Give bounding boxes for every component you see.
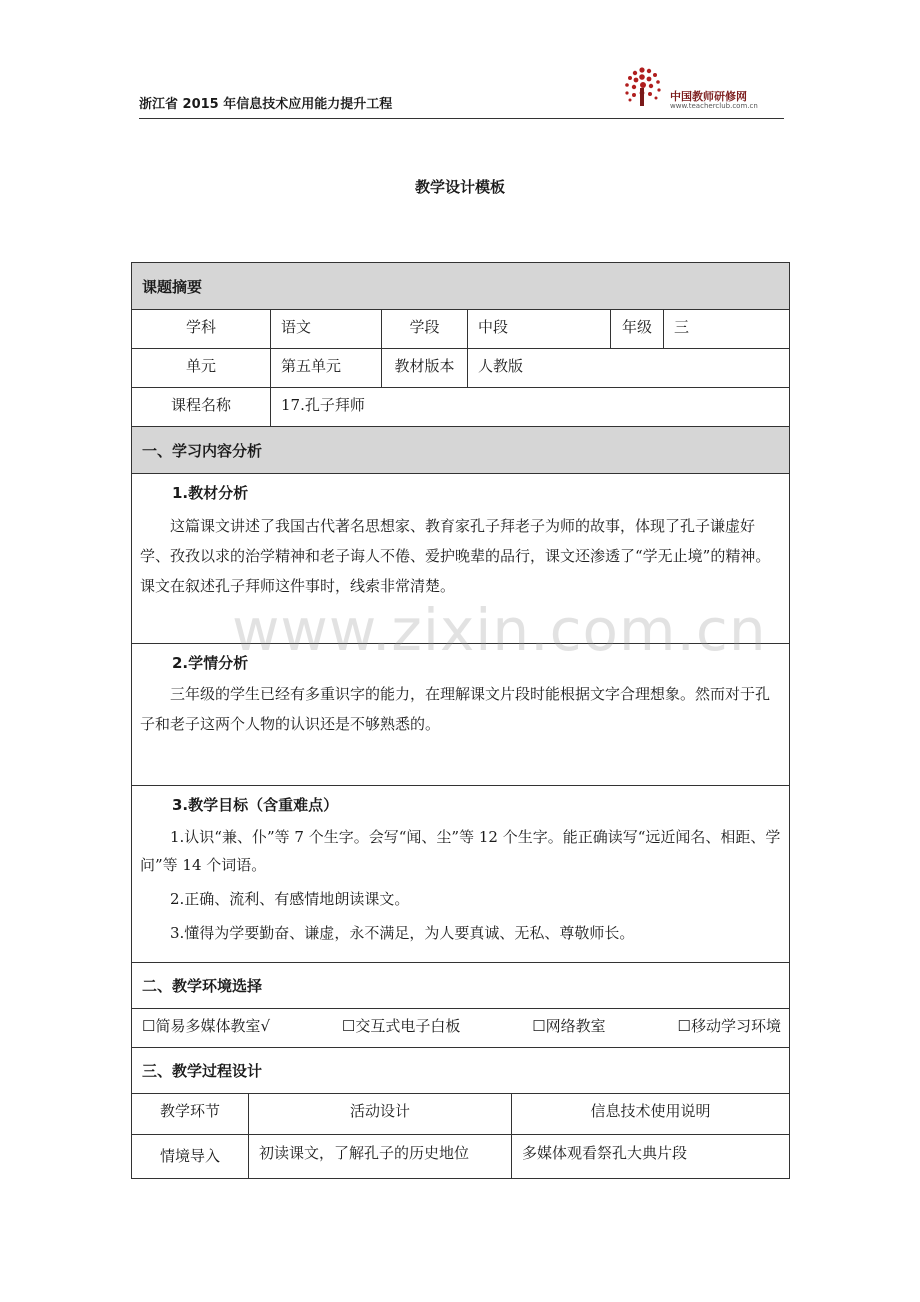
environment-option-mobile[interactable]: ☐移动学习环境 — [677, 1017, 781, 1035]
logo-dots-icon — [622, 66, 668, 108]
page-header — [139, 60, 784, 119]
process-column-stage: 教学环节 — [132, 1094, 249, 1135]
watermark: www.zixin.com.cn — [232, 596, 767, 664]
unit-value: 第五单元 — [271, 349, 382, 388]
table-row — [132, 1135, 790, 1179]
material-analysis-text: 这篇课文讲述了我国古代著名思想家、教育家孔子拜老子为师的故事，体现了孔子谦虚好学、孜孜以求的治学精神和老子诲人不倦、爱护晚辈的品行，课文还渗透了“学无止境”的精神。课文在叙述孔子拜师这件事时，线索非常清楚。 — [140, 517, 771, 595]
process-stage-cell: 情境导入 — [132, 1135, 249, 1179]
process-activity-cell: 初读课文，了解孔子的历史地位 — [249, 1135, 512, 1179]
process-heading: 三、教学过程设计 — [132, 1048, 790, 1094]
teaching-goals-title: 3.教学目标（含重难点） — [172, 796, 339, 814]
stage-value: 中段 — [468, 310, 611, 349]
grade-label: 年级 — [611, 310, 664, 349]
environment-option-whiteboard[interactable]: ☐交互式电子白板 — [341, 1017, 461, 1035]
environment-options — [132, 1009, 790, 1048]
learner-analysis-text: 三年级的学生已经有多重识字的能力，在理解课文片段时能根据文字合理想象。然而对于孔子和老子这两个人物的认识还是不够熟悉的。 — [140, 685, 771, 733]
process-column-it-notes: 信息技术使用说明 — [512, 1094, 790, 1135]
goal-item: 2.正确、流利、有感情地朗读课文。 — [170, 890, 410, 908]
subject-value: 语文 — [271, 310, 382, 349]
logo-name: 中国教师研修网 — [670, 90, 747, 103]
learner-analysis-title: 2.学情分析 — [172, 654, 249, 672]
lesson-plan-table — [131, 262, 790, 1094]
edition-label: 教材版本 — [382, 349, 468, 388]
summary-heading: 课题摘要 — [132, 263, 790, 310]
teaching-goals-cell — [132, 786, 790, 963]
course-label: 课程名称 — [132, 388, 271, 427]
teacherclub-logo — [622, 66, 772, 110]
document-title: 教学设计模板 — [414, 178, 505, 196]
goal-item: 3.懂得为学要勤奋、谦虚，永不满足，为人要真诚、无私、尊敬师长。 — [170, 924, 635, 942]
edition-value: 人教版 — [468, 349, 790, 388]
grade-value: 三 — [664, 310, 790, 349]
course-value: 17.孔子拜师 — [271, 388, 790, 427]
process-table — [131, 1093, 790, 1179]
logo-url: www.teacherclub.com.cn — [670, 102, 758, 110]
subject-label: 学科 — [132, 310, 271, 349]
material-analysis-title: 1.教材分析 — [172, 484, 249, 502]
environment-option-multimedia[interactable]: ☐简易多媒体教室√ — [142, 1017, 271, 1035]
environment-option-network[interactable]: ☐网络教室 — [532, 1017, 606, 1035]
process-it-cell: 多媒体观看祭孔大典片段 — [512, 1135, 790, 1179]
header-text: 浙江省 2015 年信息技术应用能力提升工程 — [139, 97, 393, 112]
goal-item: 1.认识“兼、仆”等 7 个生字。会写“闻、尘”等 12 个生字。能正确读写“远近闻名、相距、学问”等 14 个词语。 — [140, 828, 781, 874]
analysis-heading: 一、学习内容分析 — [132, 427, 790, 474]
stage-label: 学段 — [382, 310, 468, 349]
learner-analysis-cell — [132, 644, 790, 786]
process-column-activity: 活动设计 — [249, 1094, 512, 1135]
unit-label: 单元 — [132, 349, 271, 388]
environment-heading: 二、教学环境选择 — [132, 963, 790, 1009]
